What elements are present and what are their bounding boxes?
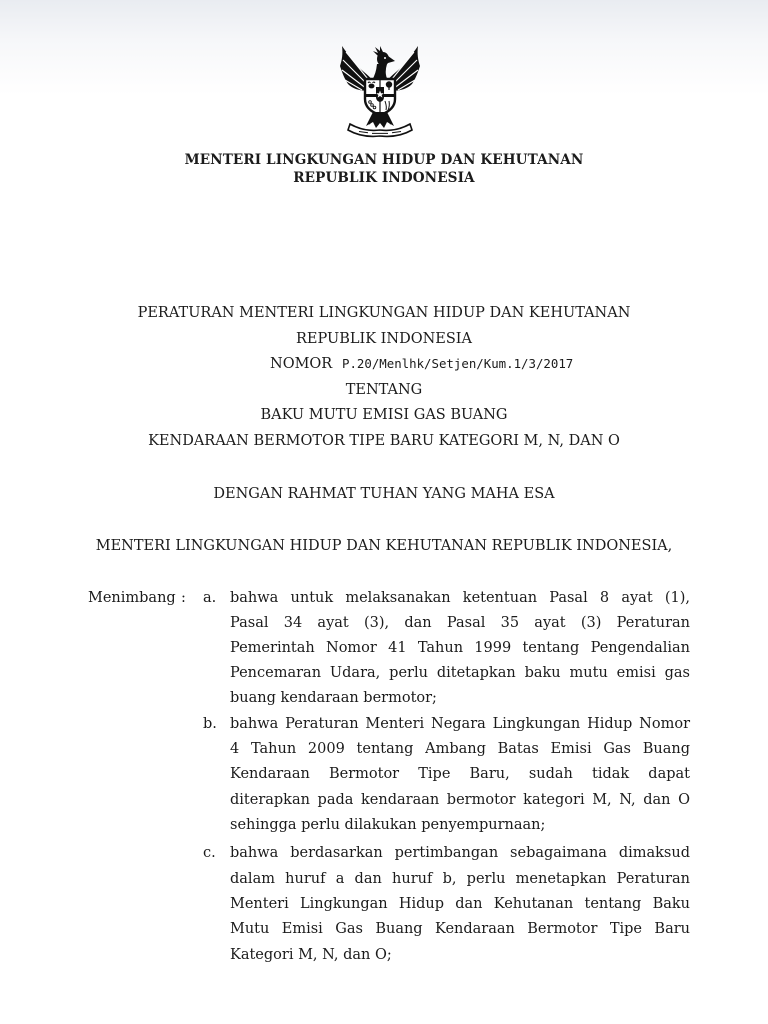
- consideration-c-line: Kategori M, N, dan O;: [230, 947, 392, 963]
- emblem-head: [372, 46, 395, 80]
- consideration-a-marker: a.: [203, 590, 217, 606]
- consideration-c-marker: c.: [203, 845, 216, 861]
- consideration-a-line: Pencemaran Udara, perlu ditetapkan baku mutu emisi gas: [230, 665, 690, 681]
- consideration-a-line: Pemerintah Nomor 41 Tahun 1999 tentang Pengendalian: [230, 640, 690, 656]
- regulation-subject-line2: KENDARAAN BERMOTOR TIPE BARU KATEGORI M, N, DAN O: [148, 433, 620, 449]
- issuer-header-line2: REPUBLIK INDONESIA: [293, 170, 475, 186]
- emblem-tail: [366, 112, 394, 128]
- consideration-c-line: dalam huruf a dan huruf b, perlu menetapkan Peraturan: [230, 871, 690, 887]
- regulation-number-label: NOMOR: [270, 356, 333, 372]
- consideration-b-line: Kendaraan Bermotor Tipe Baru, sudah tidak dapat: [230, 766, 690, 782]
- blessing-line: DENGAN RAHMAT TUHAN YANG MAHA ESA: [213, 486, 555, 502]
- considerations-separator: :: [181, 590, 186, 606]
- regulation-number-value: P.20/Menlhk/Setjen/Kum.1/3/2017: [342, 356, 574, 371]
- tentang-label: TENTANG: [345, 382, 423, 398]
- emblem-motto-scroll: [348, 124, 412, 136]
- consideration-b-line: sehingga perlu dilakukan penyempurnaan;: [230, 817, 546, 833]
- issuer-line: MENTERI LINGKUNGAN HIDUP DAN KEHUTANAN REPUBLIK INDONESIA,: [95, 538, 673, 554]
- consideration-a-line: bahwa untuk melaksanakan ketentuan Pasal 8 ayat (1),: [230, 590, 690, 606]
- consideration-b-line: 4 Tahun 2009 tentang Ambang Batas Emisi Gas Buang: [230, 741, 690, 757]
- consideration-c-line: Menteri Lingkungan Hidup dan Kehutanan tentang Baku: [230, 896, 690, 912]
- emblem-shield: [365, 79, 395, 115]
- consideration-c-line: bahwa berdasarkan pertimbangan sebagaimana dimaksud: [230, 845, 690, 861]
- consideration-b-marker: b.: [203, 716, 217, 732]
- issuer-header-line1: MENTERI LINGKUNGAN HIDUP DAN KEHUTANAN: [184, 152, 584, 168]
- regulation-subject-line1: BAKU MUTU EMISI GAS BUANG: [260, 407, 508, 423]
- consideration-b-line: diterapkan pada kendaraan bermotor kategori M, N, dan O: [230, 792, 690, 808]
- garuda-emblem-icon: [332, 44, 428, 138]
- consideration-a-line: buang kendaraan bermotor;: [230, 690, 437, 706]
- regulation-title-line2: REPUBLIK INDONESIA: [295, 331, 472, 347]
- regulation-title-line1: PERATURAN MENTERI LINGKUNGAN HIDUP DAN KEHUTANAN: [137, 305, 631, 321]
- consideration-b-line: bahwa Peraturan Menteri Negara Lingkungan Hidup Nomor: [230, 716, 690, 732]
- consideration-c-line: Mutu Emisi Gas Buang Kendaraan Bermotor Tipe Baru: [230, 921, 690, 937]
- considerations-label: Menimbang: [88, 590, 176, 606]
- consideration-a-line: Pasal 34 ayat (3), dan Pasal 35 ayat (3) Peraturan: [230, 615, 690, 631]
